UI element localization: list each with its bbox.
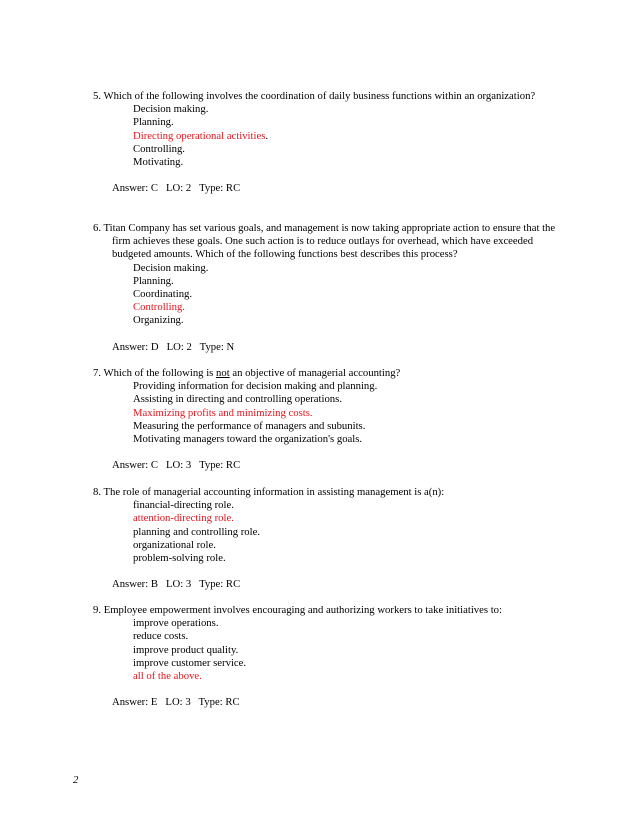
option: Providing information for decision making and planning. (133, 380, 378, 393)
answer-key: Answer: B LO: 3 Type: RC (112, 578, 241, 591)
option: Decision making. (133, 103, 209, 116)
options-list (93, 499, 573, 565)
option: Planning. (133, 116, 174, 129)
option: Coordinating. (133, 288, 193, 301)
option: improve operations. (133, 617, 219, 630)
option: Assisting in directing and controlling operations. (133, 393, 342, 406)
question-7 (93, 367, 573, 472)
option: organizational role. (133, 538, 216, 551)
answer-key: Answer: E LO: 3 Type: RC (112, 696, 240, 709)
option-correct: attention-directing role. (133, 512, 234, 525)
question-9 (93, 604, 573, 709)
question-8 (93, 486, 573, 591)
option: Organizing. (133, 314, 184, 327)
question-number: 8. (93, 486, 102, 498)
option-correct: Directing operational activities. (133, 129, 269, 142)
option-correct: Controlling. (133, 301, 185, 314)
options-list (93, 262, 573, 328)
options-list (93, 380, 573, 446)
option: Controlling. (133, 142, 185, 155)
option-correct: all of the above. (133, 670, 202, 683)
option: reduce costs. (133, 630, 189, 643)
question-stem: 7. Which of the following is not an objective of managerial accounting? (93, 367, 401, 379)
question-number: 7. (93, 367, 102, 379)
question-text: Employee empowerment involves encouraging and authorizing workers to take initiatives to: (103, 604, 502, 616)
question-stem (93, 222, 573, 262)
answer-key: Answer: D LO: 2 Type: N (112, 340, 235, 353)
page-number: 2 (73, 774, 79, 786)
option: improve customer service. (133, 656, 247, 669)
question-text: Which of the following involves the coordination of daily business functions within an organization? (103, 90, 536, 102)
question-text: Titan Company has set various goals, and management is now taking appropriate action to ensure that the firm achieves these goals. One such action is to reduce outlays for overhead, which have exceeded budgeted amounts. Which of the following functions best describes this process? (103, 222, 556, 261)
question-number: 5. (93, 90, 102, 102)
question-5 (93, 90, 573, 195)
option: Measuring the performance of managers and subunits. (133, 419, 366, 432)
option: Planning. (133, 274, 174, 287)
options-list (93, 617, 573, 683)
option-correct: Maximizing profits and minimizing costs. (133, 406, 313, 419)
question-text: The role of managerial accounting information in assisting management is a(n): (103, 486, 445, 498)
emphasis-not: not (216, 367, 230, 379)
question-stem (93, 604, 573, 617)
option: financial-directing role. (133, 499, 234, 512)
question-number: 9. (93, 604, 102, 616)
question-stem (93, 90, 573, 103)
answer-key: Answer: C LO: 2 Type: RC (112, 182, 241, 195)
option: Decision making. (133, 261, 209, 274)
question-stem (93, 486, 573, 499)
question-number: 6. (93, 222, 102, 234)
option: problem-solving role. (133, 552, 226, 565)
question-6 (93, 222, 573, 354)
option: planning and controlling role. (133, 525, 261, 538)
option: improve product quality. (133, 643, 239, 656)
answer-key: Answer: C LO: 3 Type: RC (112, 459, 241, 472)
options-list (93, 103, 573, 169)
option: Motivating. (133, 156, 184, 169)
option: Motivating managers toward the organization's goals. (133, 433, 363, 446)
